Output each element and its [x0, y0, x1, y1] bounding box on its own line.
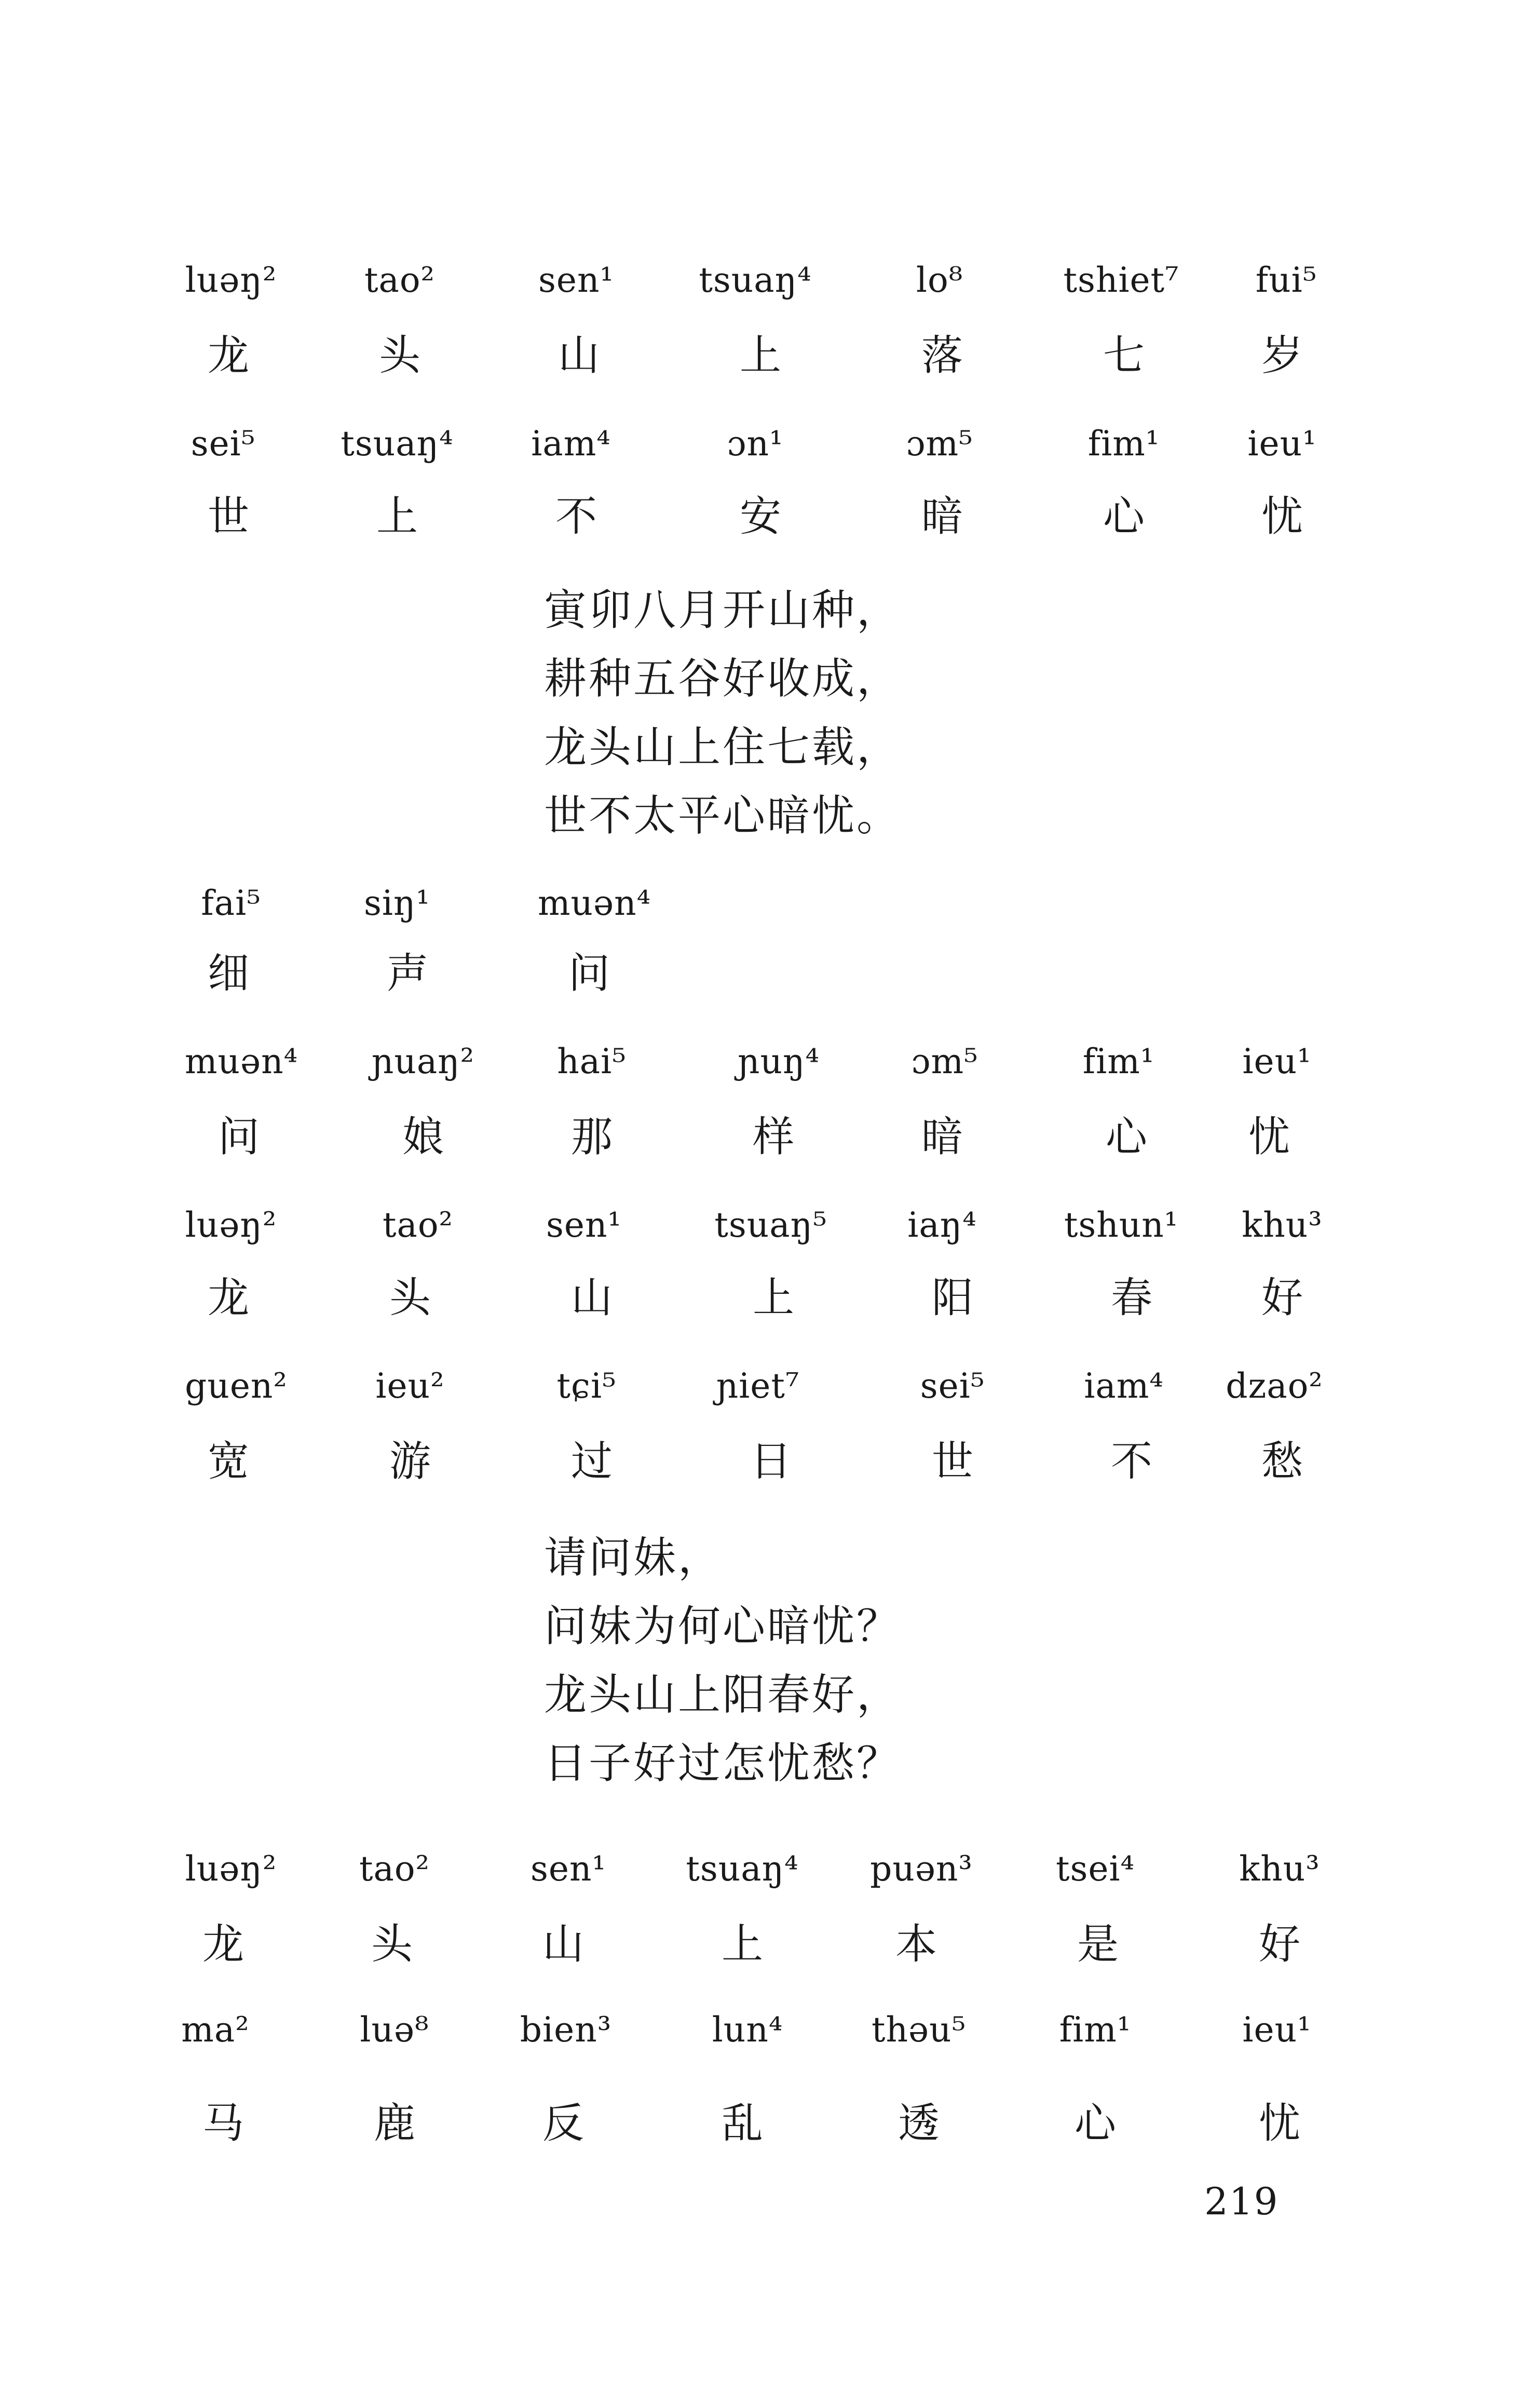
romanization: sen¹ [546, 1205, 622, 1245]
romanization: sei⁵ [920, 1366, 985, 1406]
romanization: lo⁸ [916, 260, 963, 300]
chinese-character: 龙 [208, 1274, 249, 1322]
romanization: fim¹ [1059, 2010, 1132, 2050]
chinese-character: 忧 [1261, 492, 1303, 540]
chinese-character: 上 [376, 492, 418, 540]
chinese-character: 不 [1111, 1437, 1152, 1485]
romanization: lun⁴ [712, 2010, 783, 2050]
chinese-character: 乱 [722, 2099, 763, 2147]
chinese-character: 娘 [402, 1113, 444, 1161]
romanization: ieu¹ [1247, 424, 1317, 464]
chinese-character: 马 [202, 2099, 244, 2147]
chinese-character: 宽 [208, 1437, 249, 1485]
romanization: bien³ [520, 2010, 612, 2050]
chinese-character: 山 [571, 1274, 613, 1322]
poem-line: 请问妹， [544, 1533, 723, 1582]
romanization: ieu² [375, 1366, 445, 1406]
romanization: ma² [181, 2010, 250, 2050]
page-number: 219 [1204, 2180, 1279, 2223]
romanization: ieu¹ [1242, 1041, 1312, 1081]
chinese-character: 忧 [1248, 1113, 1290, 1161]
romanization: sen¹ [538, 260, 614, 300]
chinese-character: 头 [379, 331, 420, 380]
romanization: muən⁴ [537, 883, 651, 923]
romanization: luəŋ² [185, 1205, 277, 1245]
chinese-character: 安 [740, 492, 781, 540]
romanization: tao² [382, 1205, 454, 1245]
chinese-character: 问 [568, 949, 610, 997]
romanization: khu³ [1239, 1849, 1320, 1889]
poem-line: 龙头山上阳春好， [544, 1670, 902, 1720]
romanization: tshun¹ [1064, 1205, 1179, 1245]
romanization: ɲuŋ⁴ [738, 1041, 820, 1081]
chinese-character: 世 [208, 492, 249, 540]
romanization: tsuaŋ⁴ [699, 260, 812, 300]
romanization: luə⁸ [360, 2010, 429, 2050]
translation-stanza-1 [544, 576, 901, 850]
poem-line: 龙头山上住七载， [544, 723, 902, 772]
romanization: dzao² [1226, 1366, 1323, 1406]
poem-line: 日子好过怎忧愁？ [544, 1739, 902, 1788]
chinese-character: 好 [1259, 1920, 1300, 1968]
romanization: tsuaŋ⁴ [341, 424, 454, 464]
chinese-character: 好 [1261, 1274, 1303, 1322]
chinese-character: 龙 [202, 1920, 244, 1968]
romanization: sei⁵ [191, 424, 256, 464]
romanization: fui⁵ [1255, 260, 1317, 300]
romanization: siŋ¹ [364, 883, 430, 923]
chinese-character: 不 [555, 492, 597, 540]
romanization: tsei⁴ [1055, 1849, 1135, 1889]
chinese-character: 样 [753, 1113, 794, 1161]
chinese-character: 那 [571, 1113, 613, 1161]
romanization: tshiet⁷ [1063, 260, 1179, 300]
chinese-character: 游 [389, 1437, 431, 1485]
romanization: ɔm⁵ [906, 424, 973, 464]
chinese-character: 细 [208, 949, 249, 997]
romanization: puən³ [870, 1849, 973, 1889]
chinese-character: 本 [895, 1920, 937, 1968]
chinese-character: 世 [932, 1437, 973, 1485]
romanization: tsuaŋ⁴ [686, 1849, 799, 1889]
romanization: thəu⁵ [871, 2010, 967, 2050]
chinese-character: 心 [1075, 2099, 1116, 2147]
chinese-character: 是 [1077, 1920, 1119, 1968]
romanization: ɲuaŋ² [371, 1041, 475, 1081]
romanization: fim¹ [1082, 1041, 1155, 1081]
chinese-character: 上 [740, 331, 781, 380]
romanization: iaŋ⁴ [907, 1205, 977, 1245]
romanization: fai⁵ [201, 883, 261, 923]
chinese-character: 七 [1103, 331, 1145, 380]
chinese-character: 声 [387, 949, 428, 997]
chinese-character: 山 [542, 1920, 584, 1968]
chinese-character: 忧 [1259, 2099, 1300, 2147]
chinese-character: 龙 [208, 331, 249, 380]
chinese-character: 反 [542, 2099, 584, 2147]
chinese-character: 上 [722, 1920, 763, 1968]
chinese-character: 上 [753, 1274, 794, 1322]
chinese-character: 心 [1103, 492, 1145, 540]
romanization: tɕi⁵ [556, 1366, 617, 1406]
translation-stanza-2 [544, 1524, 901, 1798]
romanization: iam⁴ [1084, 1366, 1164, 1406]
romanization: fim¹ [1088, 424, 1160, 464]
chinese-character: 落 [921, 331, 963, 380]
romanization: tao² [364, 260, 436, 300]
romanization: iam⁴ [531, 424, 611, 464]
chinese-character: 问 [218, 1113, 260, 1161]
romanization: ieu¹ [1242, 2010, 1312, 2050]
romanization: guen² [185, 1366, 288, 1406]
romanization: ɔn¹ [727, 424, 784, 464]
romanization: ɲiet⁷ [716, 1366, 800, 1406]
chinese-character: 日 [750, 1437, 792, 1485]
chinese-character: 头 [389, 1274, 431, 1322]
chinese-character: 头 [371, 1920, 413, 1968]
romanization: muən⁴ [184, 1041, 298, 1081]
chinese-character: 春 [1111, 1274, 1152, 1322]
romanization: luəŋ² [185, 1849, 277, 1889]
chinese-character: 暗 [921, 1113, 963, 1161]
romanization: hai⁵ [557, 1041, 627, 1081]
poem-line: 耕种五谷好收成， [544, 654, 902, 704]
chinese-character: 愁 [1261, 1437, 1303, 1485]
romanization: sen¹ [531, 1849, 606, 1889]
romanization: khu³ [1242, 1205, 1323, 1245]
chinese-character: 阳 [932, 1274, 973, 1322]
chinese-character: 暗 [921, 492, 963, 540]
chinese-character: 岁 [1261, 331, 1303, 380]
poem-line: 世不太平心暗忧。 [544, 791, 902, 841]
chinese-character: 山 [558, 331, 600, 380]
romanization: tsuaŋ⁵ [714, 1205, 827, 1245]
poem-line: 寅卯八月开山种， [544, 586, 902, 635]
poem-line: 问妹为何心暗忧？ [544, 1602, 902, 1651]
chinese-character: 过 [571, 1437, 613, 1485]
chinese-character: 透 [898, 2099, 940, 2147]
chinese-character: 鹿 [374, 2099, 415, 2147]
romanization: luəŋ² [185, 260, 277, 300]
romanization: tao² [359, 1849, 430, 1889]
romanization: ɔm⁵ [911, 1041, 978, 1081]
chinese-character: 心 [1106, 1113, 1147, 1161]
